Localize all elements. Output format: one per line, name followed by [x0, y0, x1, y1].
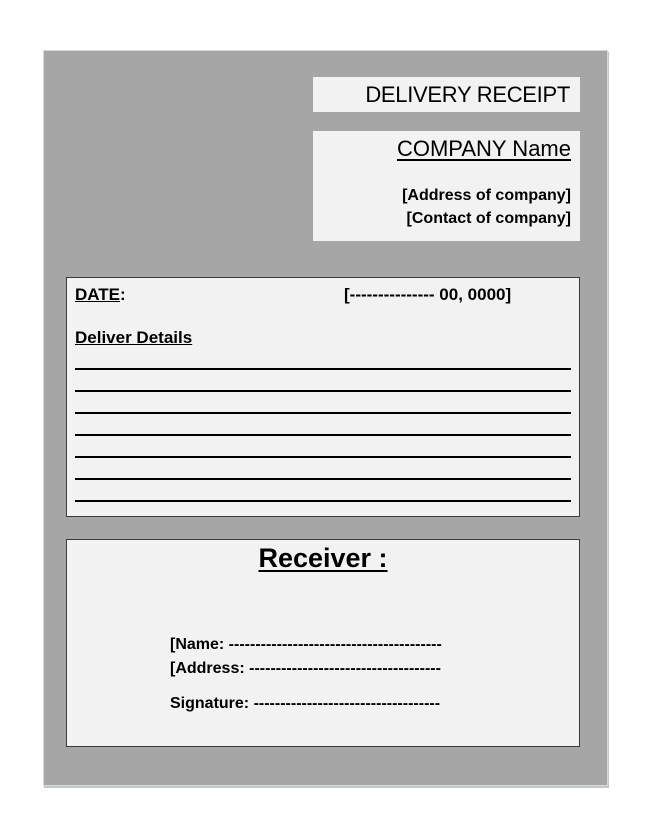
details-blank-line: [75, 390, 571, 392]
details-blank-line: [75, 478, 571, 480]
company-name: COMPANY Name: [396, 136, 571, 161]
signature-line: Signature: -----------------------------------: [170, 695, 441, 712]
details-blank-line: [75, 412, 571, 414]
details-blank-line: [75, 500, 571, 502]
company-info-box: [313, 131, 580, 241]
date-label: [75, 285, 126, 305]
receiver-name-line: [Name: ----------------------------------------: [170, 636, 442, 653]
receiver-title: Receiver :: [258, 543, 388, 573]
delivery-details-box: [66, 277, 580, 517]
details-blank-line: [75, 434, 571, 436]
receiver-box: [66, 539, 580, 747]
date-label-colon: :: [120, 285, 126, 304]
deliver-details-heading: Deliver Details: [75, 328, 193, 347]
company-contact: [Contact of company]: [406, 210, 571, 227]
date-label-text: DATE: [75, 285, 121, 304]
date-value: [--------------- 00, 0000]: [344, 285, 512, 304]
details-blank-line: [75, 368, 571, 370]
receiver-address-line: [Address: ------------------------------------: [170, 660, 441, 677]
receipt-title: DELIVERY RECEIPT: [365, 82, 570, 107]
company-address: [Address of company]: [402, 187, 571, 204]
title-box: [313, 77, 580, 112]
details-blank-line: [75, 456, 571, 458]
